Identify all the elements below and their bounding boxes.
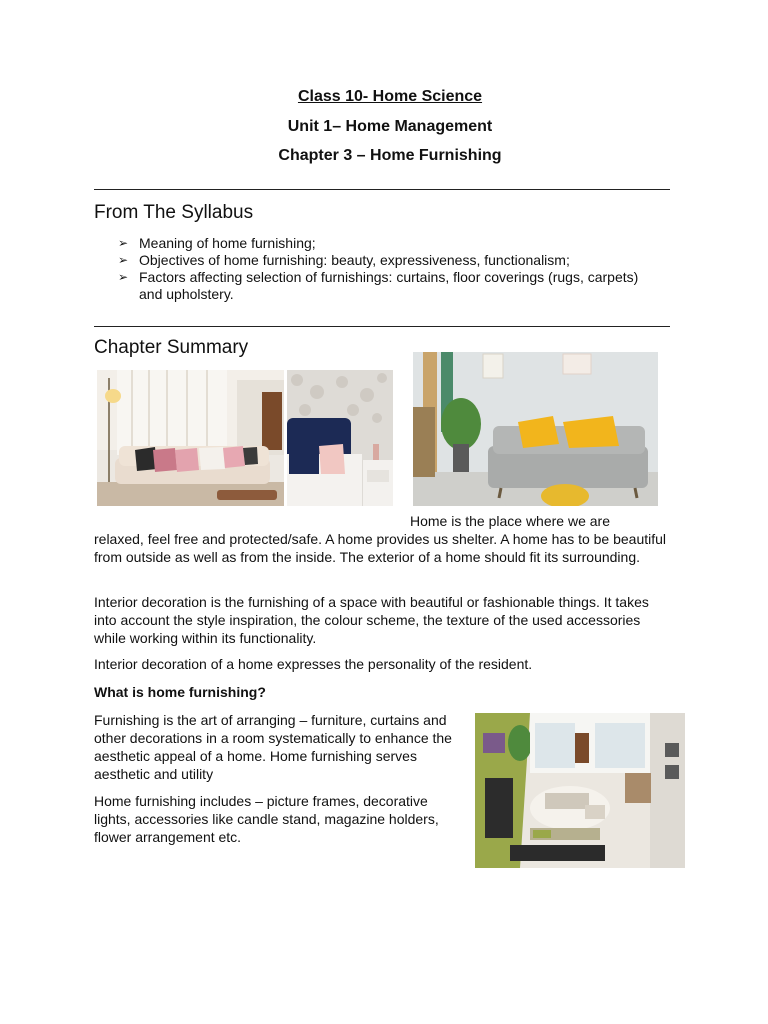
interior-personality-text: Interior decoration of a home expresses the personality of the resident. (94, 656, 533, 672)
room-overview-photo (475, 713, 685, 868)
syllabus-list (118, 235, 658, 303)
home-paragraph: relaxed, feel free and protected/safe. A home provides us shelter. A home has to be beautiful from outside as well as from the inside. The exterior of a home should fit its surrounding. (94, 531, 667, 565)
furnishing-paragraph: Furnishing is the art of arranging – furniture, curtains and other decorations in a room systematically to enhance the aesthetic appeal of a home. Home furnishing serves aesthetic and utility (94, 712, 452, 782)
unit-title: Unit 1– Home Management (287, 118, 493, 135)
syllabus-item-text: Factors affecting selection of furnishings: curtains, floor coverings (rugs, carpets) and upholstery. (139, 269, 639, 302)
divider-line (94, 326, 670, 327)
arrow-bullet-icon: ➢ (118, 253, 129, 267)
arrow-bullet-icon: ➢ (118, 236, 129, 250)
syllabus-item-text: Objectives of home furnishing: beauty, expressiveness, functionalism; (139, 252, 570, 268)
list-item (118, 235, 658, 252)
syllabus-heading: From The Syllabus (94, 202, 254, 223)
sofa-photo (413, 352, 658, 506)
syllabus-item-text: Meaning of home furnishing; (139, 235, 316, 251)
summary-heading: Chapter Summary (94, 337, 249, 358)
question-heading: What is home furnishing? (94, 684, 266, 700)
divider-line (94, 189, 670, 190)
arrow-bullet-icon: ➢ (118, 270, 129, 284)
living-room-photo (97, 370, 284, 506)
includes-paragraph: Home furnishing includes – picture frames, decorative lights, accessories like candle stand, magazine holders, flower arrangement etc. (94, 793, 439, 845)
list-item (118, 269, 658, 303)
list-item (118, 252, 658, 269)
class-title: Class 10- Home Science (297, 88, 483, 105)
home-paragraph-lead: Home is the place where we are (410, 513, 610, 529)
bedroom-photo (287, 370, 393, 506)
interior-paragraph: Interior decoration is the furnishing of a space with beautiful or fashionable things. It takes into account the style inspiration, the colour scheme, the texture of the used accessories while working within its functionality. (94, 594, 649, 646)
chapter-title: Chapter 3 – Home Furnishing (278, 147, 502, 164)
